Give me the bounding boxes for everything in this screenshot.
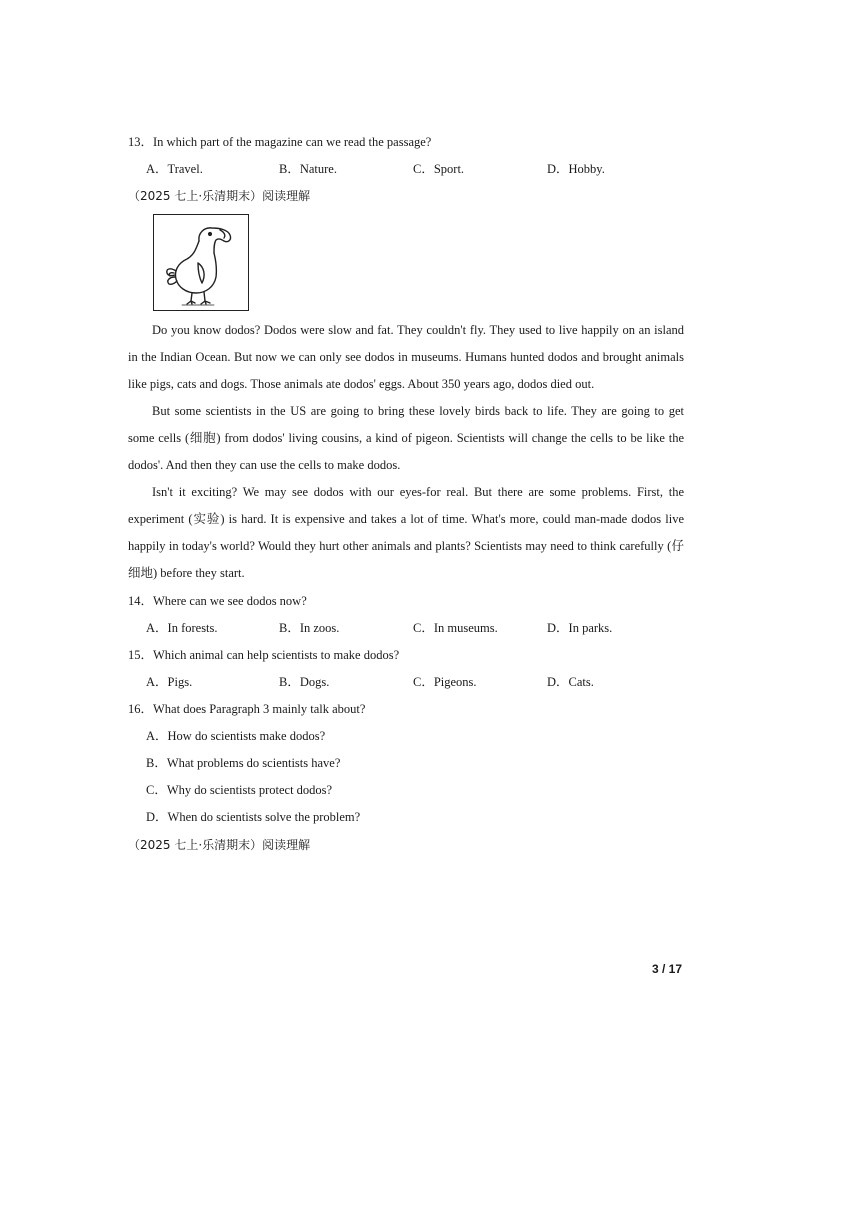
q13-option-a: A．Travel.	[146, 162, 203, 176]
q13-option-d: D．Hobby.	[547, 162, 605, 176]
q15-option-b: B．Dogs.	[279, 675, 330, 689]
question-13-stem: 13．In which part of the magazine can we read the passage?	[128, 135, 432, 149]
passage-paragraph-2: But some scientists in the US are going to bring these lovely birds back to life. They are going to get some cells (细胞) from dodos' living cousins, a kind of pigeon. Scientists will change the cells to be like the dodos'. And then they can use the cells to make dodos.	[128, 404, 684, 472]
q15-option-c: C．Pigeons.	[413, 675, 477, 689]
source-label-2: （2025 七上·乐清期末）阅读理解	[128, 838, 311, 852]
passage-paragraph-1: Do you know dodos? Dodos were slow and fat. They couldn't fly. They used to live happily on an island in the Indian Ocean. But now we can only see dodos in museums. Humans hunted dodos and brought animals like pigs, cats and dogs. Those animals ate dodos' eggs. About 350 years ago, dodos died out.	[128, 323, 684, 391]
question-13-options	[146, 161, 686, 177]
q15-option-d: D．Cats.	[547, 675, 594, 689]
q14-option-b: B．In zoos.	[279, 621, 340, 635]
question-16-stem: 16．What does Paragraph 3 mainly talk about?	[128, 702, 366, 716]
question-15-stem: 15．Which animal can help scientists to make dodos?	[128, 648, 400, 662]
q14-option-c: C．In museums.	[413, 621, 498, 635]
q14-option-d: D．In parks.	[547, 621, 613, 635]
q16-option-c: C．Why do scientists protect dodos?	[146, 783, 333, 797]
question-15-options	[146, 674, 686, 690]
dodo-bird-icon	[154, 215, 247, 309]
q16-option-d: D．When do scientists solve the problem?	[146, 810, 361, 824]
source-label: （2025 七上·乐清期末）阅读理解	[128, 189, 311, 203]
passage-paragraph-3: Isn't it exciting? We may see dodos with our eyes-for real. But there are some problems. First, the experiment (实验) is hard. It is expensive and takes a lot of time. What's more, could man-made dodos live happily in today's world? Would they hurt other animals and plants? Scientists may need to think carefully (仔细地) before they start.	[128, 485, 684, 580]
question-14-stem: 14．Where can we see dodos now?	[128, 594, 307, 608]
dodo-figure	[153, 214, 249, 311]
page-number: 3 / 17	[652, 962, 683, 976]
q14-option-a: A．In forests.	[146, 621, 218, 635]
q16-option-a: A．How do scientists make dodos?	[146, 729, 326, 743]
q13-option-b: B．Nature.	[279, 162, 337, 176]
q16-option-b: B．What problems do scientists have?	[146, 756, 341, 770]
question-14-options	[146, 620, 686, 636]
q15-option-a: A．Pigs.	[146, 675, 193, 689]
q13-option-c: C．Sport.	[413, 162, 465, 176]
reading-passage	[128, 317, 684, 587]
